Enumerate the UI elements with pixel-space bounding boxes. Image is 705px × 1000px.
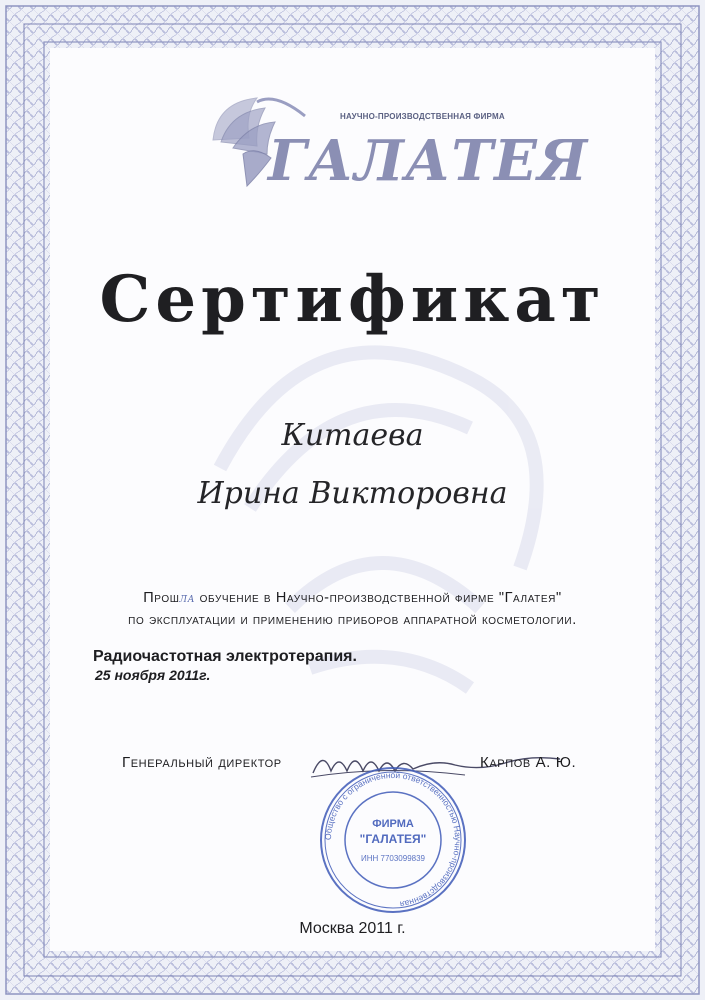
course-name: Радиочастотная электротерапия. — [93, 648, 357, 665]
certificate-title: Сертификат — [99, 262, 606, 337]
company-stamp — [318, 765, 468, 915]
director-title: Генеральный директор — [122, 754, 282, 771]
stamp-inn: ИНН 7703099839 — [360, 854, 426, 863]
stamp-inner-line-2: "ГАЛАТЕЯ" — [359, 832, 427, 846]
stamp-inner-line-1: ФИРМА — [372, 818, 414, 830]
recipient-given-names: Ирина Викторовна — [197, 476, 508, 511]
city-year: Москва 2011 г. — [299, 920, 406, 937]
logo-name: ГАЛАТЕЯ — [268, 128, 589, 194]
completion-prefix: Прош — [143, 590, 180, 606]
director-name: Карпов А. Ю. — [480, 754, 577, 771]
completion-line-2: по эксплуатации и применению приборов аппаратной косметологии. — [128, 612, 577, 628]
handwritten-ending: ла — [179, 591, 195, 606]
course-date: 25 ноября 2011г. — [95, 667, 211, 683]
completion-rest: обучение в Научно-производственной фирме "Галатея" — [195, 590, 562, 606]
completion-line-1 — [0, 590, 705, 606]
logo-subtitle: НАУЧНО-ПРОИЗВОДСТВЕННАЯ ФИРМА — [340, 112, 505, 121]
stamp-outer-text: Общество с ограниченной ответственностью Научно-производственная — [322, 769, 464, 910]
recipient-surname: Китаева — [281, 418, 424, 453]
